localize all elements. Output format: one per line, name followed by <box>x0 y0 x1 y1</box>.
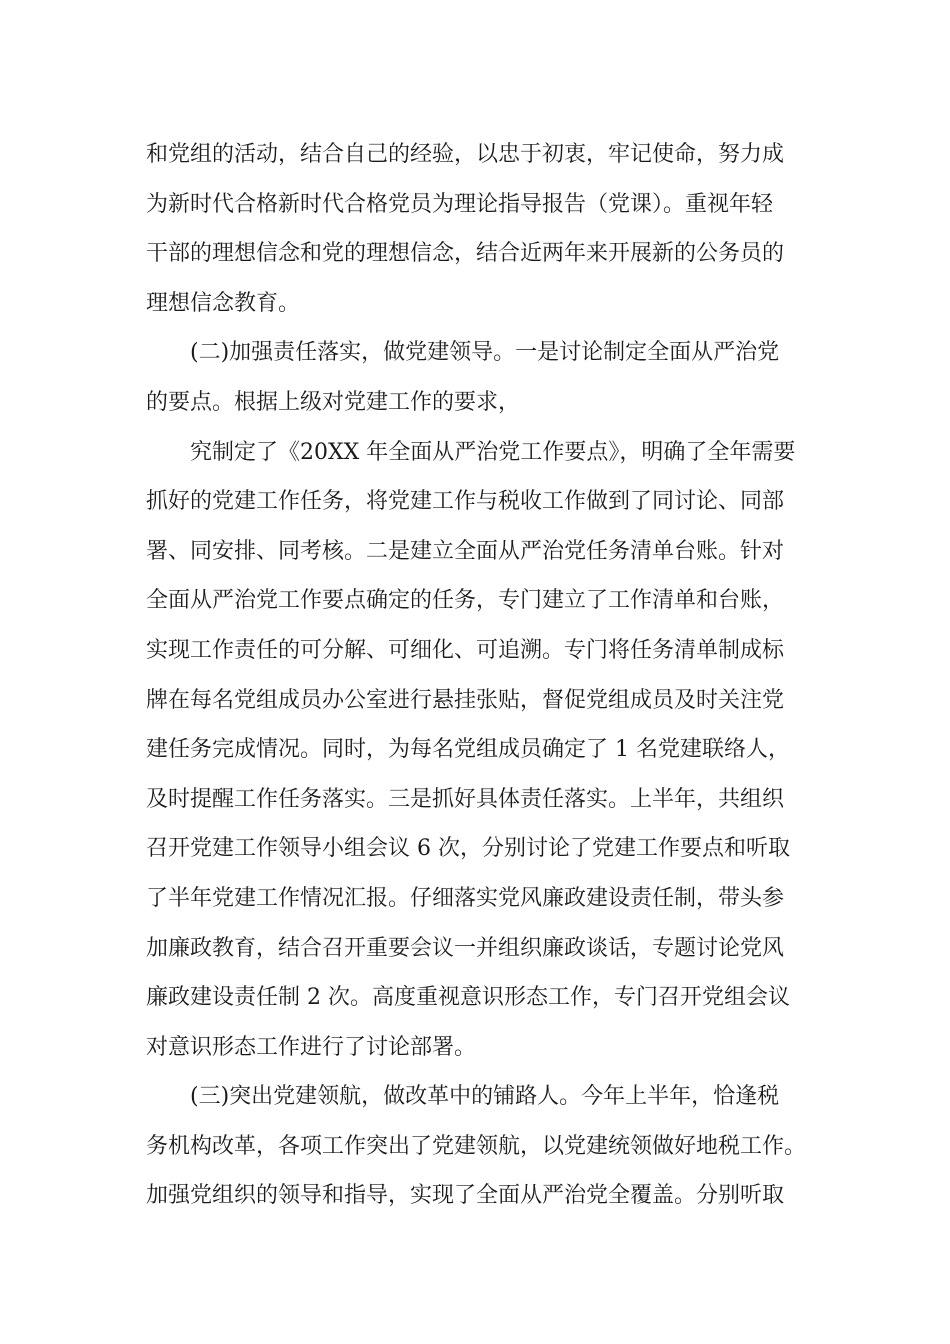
text-line: 署、同安排、同考核。二是建立全面从严治党任务清单台账。针对 <box>146 538 785 564</box>
text-line: 及时提醒工作任务落实。三是抓好具体责任落实。上半年，共组织 <box>146 786 785 812</box>
text-line: 牌在每名党组成员办公室进行悬挂张贴，督促党组成员及时关注党 <box>146 687 785 713</box>
paragraph-start-line: (三)突出党建领航，做改革中的铺路人。今年上半年，恰逢税 <box>190 1084 780 1110</box>
text-line: 廉政建设责任制 2 次。高度重视意识形态工作，专门召开党组会议 <box>146 985 790 1011</box>
text-line: 加强党组织的领导和指导，实现了全面从严治党全覆盖。分别听取 <box>146 1183 785 1209</box>
text-line: 务机构改革，各项工作突出了党建领航，以党建统领做好地税工作。 <box>146 1133 807 1159</box>
text-line: 建任务完成情况。同时，为每名党组成员确定了 1 名党建联络人， <box>146 737 790 763</box>
text-line: 召开党建工作领导小组会议 6 次，分别讨论了党建工作要点和听取 <box>146 836 790 862</box>
text-line: 理想信念教育。 <box>146 290 301 316</box>
text-line: 实现工作责任的可分解、可细化、可追溯。专门将任务清单制成标 <box>146 637 785 663</box>
text-line: 和党组的活动，结合自己的经验，以忠于初衷，牢记使命，努力成 <box>146 142 785 167</box>
text-line: 的要点。根据上级对党建工作的要求， <box>146 389 521 415</box>
paragraph-start-line: (二)加强责任落实，做党建领导。一是讨论制定全面从严治党 <box>190 340 780 366</box>
paragraph-start-line: 究制定了《20XX 年全面从严治党工作要点》，明确了全年需要 <box>190 439 796 465</box>
text-line: 干部的理想信念和党的理想信念，结合近两年来开展新的公务员的 <box>146 241 785 267</box>
text-line: 了半年党建工作情况汇报。仔细落实党风廉政建设责任制，带头参 <box>146 885 785 911</box>
text-line: 为新时代合格新时代合格党员为理论指导报告（党课）。重视年轻 <box>146 191 774 217</box>
text-line: 全面从严治党工作要点确定的任务，专门建立了工作清单和台账， <box>146 588 785 614</box>
text-line: 加廉政教育，结合召开重要会议一并组织廉政谈话，专题讨论党风 <box>146 935 785 961</box>
text-line: 对意识形态工作进行了讨论部署。 <box>146 1034 477 1060</box>
body-text <box>146 130 826 1221</box>
text-line: 抓好的党建工作任务，将党建工作与税收工作做到了同讨论、同部 <box>146 489 785 515</box>
